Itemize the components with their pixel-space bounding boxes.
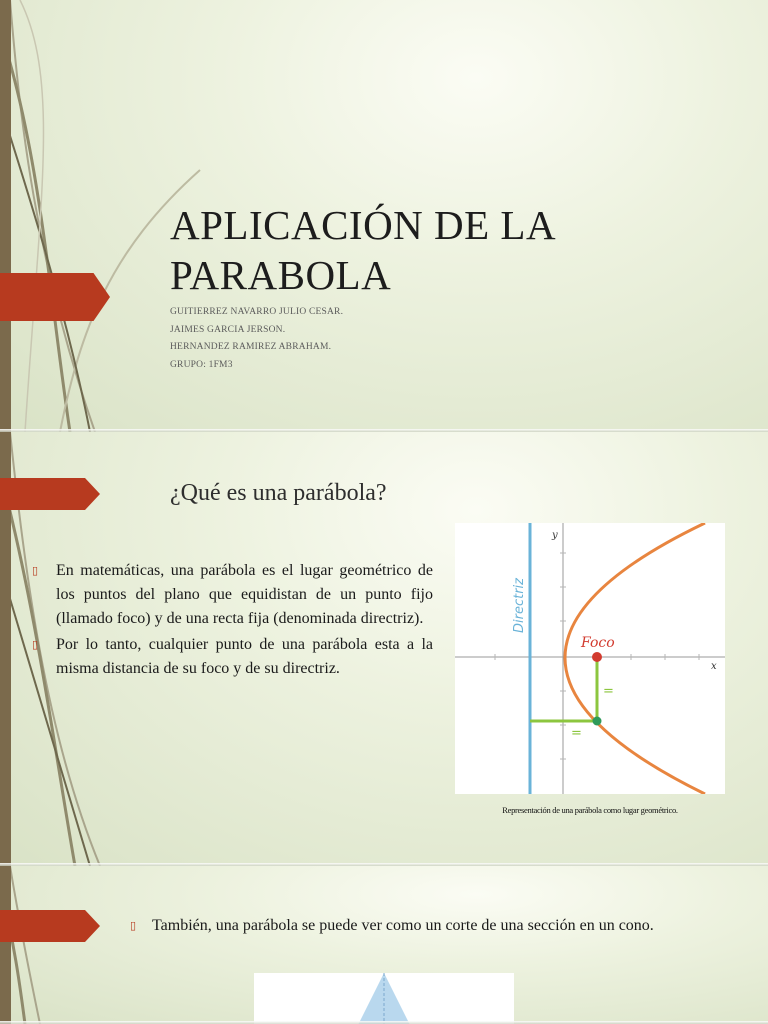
- bullet-icon: ▯: [130, 919, 137, 932]
- bullet-item: [128, 914, 728, 938]
- equal-mark-2: =: [571, 726, 582, 741]
- title-slide: [0, 0, 768, 432]
- bullet-text: Por lo tanto, cualquier punto de una parábola esta a la misma distancia de su foco y de su directriz.: [56, 636, 433, 677]
- parabola-figure: [455, 523, 725, 794]
- side-bar: [0, 0, 11, 432]
- bullet-item: [30, 559, 433, 631]
- x-axis-label: x: [711, 661, 717, 672]
- accent-tab: [0, 478, 100, 510]
- decorative-swirl: [0, 866, 220, 1024]
- bullet-icon: ▯: [32, 638, 39, 651]
- equal-mark-1: =: [603, 684, 614, 699]
- author-1: GUITIERREZ NAVARRO JULIO CESAR.: [170, 307, 344, 317]
- accent-tab: [0, 273, 110, 321]
- cone-figure: [254, 973, 514, 1024]
- focus-label: Foco: [581, 635, 615, 651]
- figure-caption: Representación de una parábola como lugar geométrico.: [502, 805, 678, 815]
- group-label: GRUPO: 1FM3: [170, 359, 233, 370]
- slide-heading: ¿Qué es una parábola?: [170, 480, 387, 506]
- y-axis-label: y: [552, 530, 558, 541]
- focus-point: [592, 652, 602, 662]
- bullet-list: [30, 559, 433, 683]
- bullet-text: También, una parábola se puede ver como un corte de una sección en un cono.: [152, 917, 654, 934]
- slide-title: [170, 200, 730, 300]
- title-line-1: APLICACIÓN DE LA: [170, 202, 557, 248]
- cone-slide: [0, 866, 768, 1024]
- bullet-icon: ▯: [32, 564, 39, 577]
- bullet-item: [30, 633, 433, 681]
- authors-list: [170, 304, 343, 374]
- parabola-curve: [565, 523, 705, 794]
- title-line-2: PARABOLA: [170, 252, 392, 298]
- side-bar: [0, 866, 11, 1024]
- bullet-text: En matemáticas, una parábola es el lugar geométrico de los puntos del plano que equidistan de un punto fijo (llamado foco) y de una recta fija (denominada directriz).: [56, 562, 433, 627]
- author-3: HERNANDEZ RAMIREZ ABRAHAM.: [170, 342, 332, 352]
- author-2: JAIMES GARCIA JERSON.: [170, 324, 286, 335]
- definition-slide: [0, 432, 768, 866]
- directrix-label: Directriz: [512, 578, 527, 633]
- parabola-point: [593, 717, 602, 726]
- accent-tab: [0, 910, 100, 942]
